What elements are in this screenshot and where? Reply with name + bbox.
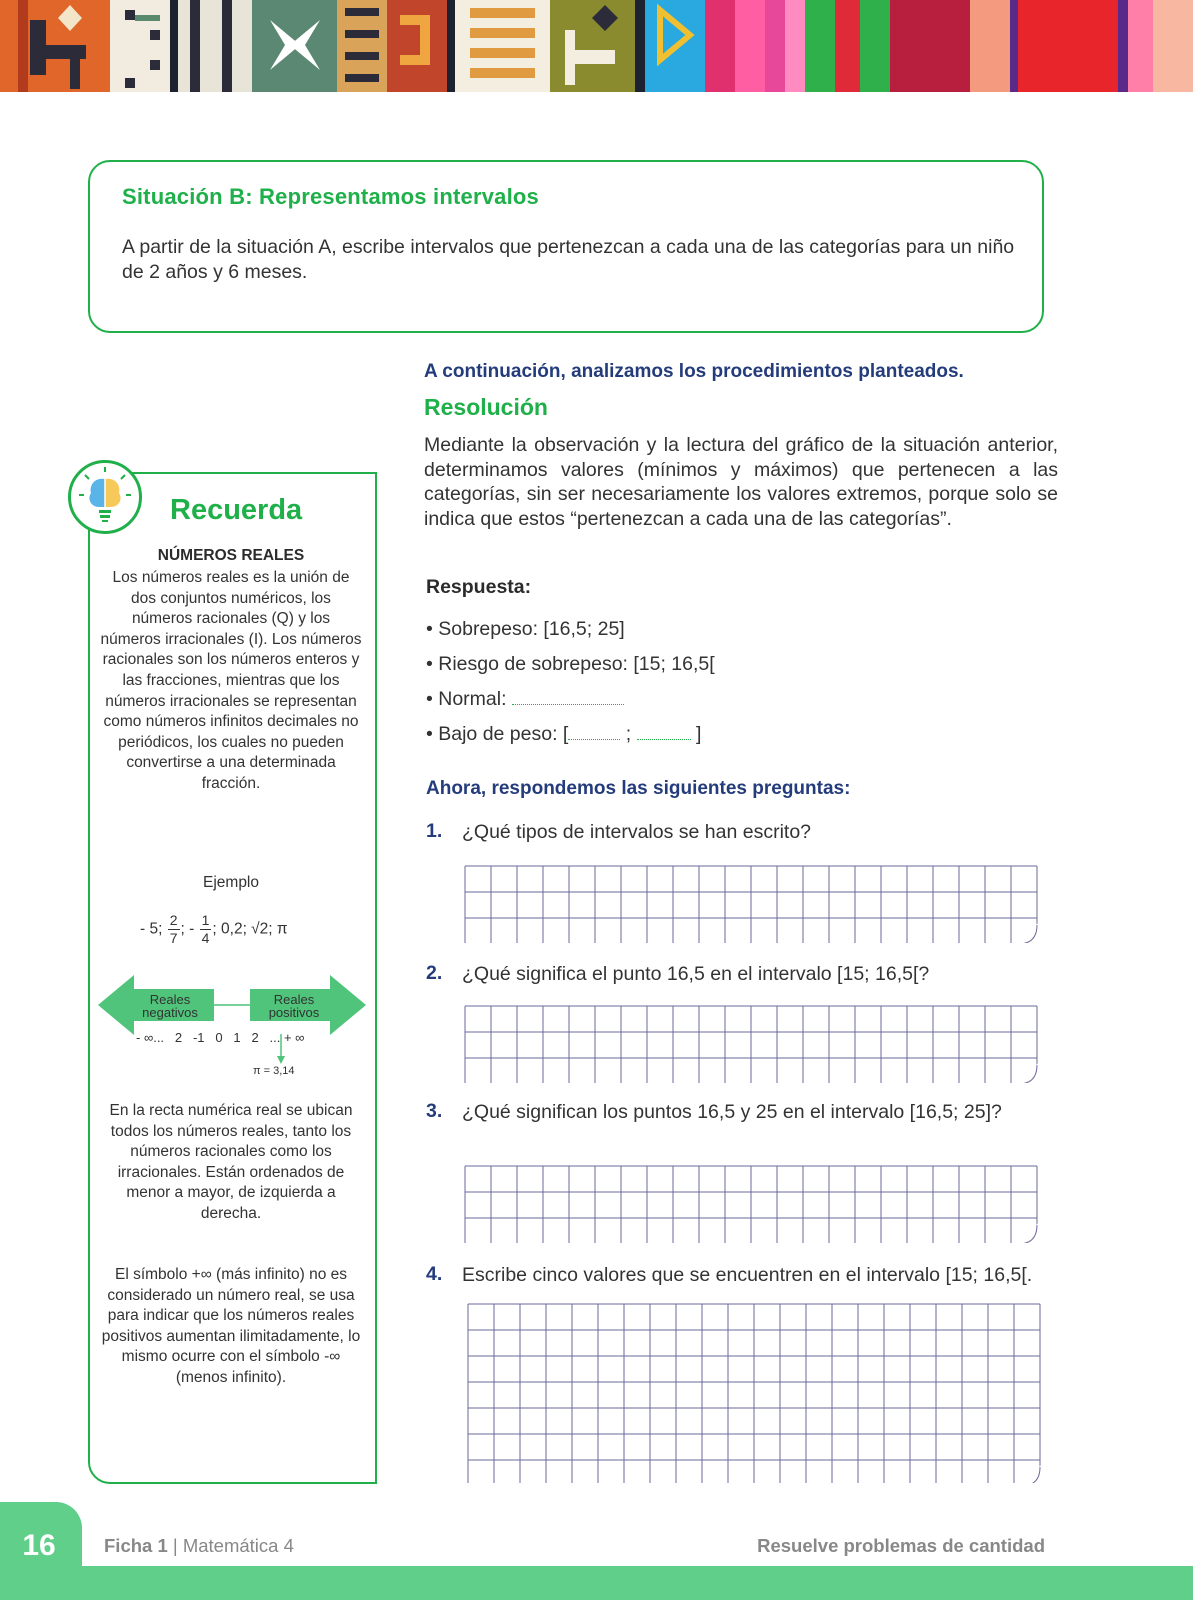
example-part2: ; - <box>180 920 195 938</box>
footer-ficha <box>104 1535 294 1557</box>
footer-competence: Resuelve problemas de cantidad <box>757 1535 1045 1556</box>
fraction-numerator: 1 <box>201 912 210 928</box>
pi-value-label: π = 3,14 <box>253 1065 295 1077</box>
fraction-two-sevenths <box>168 912 180 947</box>
example-numbers <box>140 912 288 947</box>
semicolon: ; <box>625 723 632 745</box>
answer-grid-4[interactable] <box>467 1303 1053 1483</box>
ahora-heading: Ahora, respondemos las siguientes preguntas: <box>426 778 851 799</box>
fraction-denominator: 7 <box>169 930 178 946</box>
question-3-number: 3. <box>426 1100 443 1122</box>
footer-band <box>0 1566 1193 1600</box>
question-2-number: 2. <box>426 962 443 984</box>
question-4-number: 4. <box>426 1263 443 1285</box>
number-line-diagram <box>98 972 366 1072</box>
continuacion-heading: A continuación, analizamos los procedimientos planteados. <box>424 361 964 382</box>
recuerda-recta-text: En la recta numérica real se ubican todos los números reales, tanto los números racionales como los irracionales. Están ordenados de menor a mayor, de izquierda a derecha. <box>109 1102 353 1222</box>
answer-grid-3[interactable] <box>464 1165 1050 1243</box>
example-part1: - 5; <box>140 920 163 938</box>
bajo-peso-max-blank[interactable] <box>637 723 691 740</box>
answer-bajo-peso-label: • Bajo de peso: [ <box>426 723 569 745</box>
question-1-number: 1. <box>426 820 443 842</box>
brain-lightbulb-icon <box>68 460 142 534</box>
question-4-text: Escribe cinco valores que se encuentren en el intervalo [15; 16,5[. <box>462 1264 1033 1286</box>
reales-positivos-label: Reales positivos <box>268 992 320 1020</box>
numeros-reales-heading: NÚMEROS REALES <box>157 547 305 564</box>
situation-b-box <box>88 160 1044 333</box>
respuesta-label: Respuesta: <box>426 576 532 598</box>
example-part3: ; 0,2; √2; π <box>212 920 288 938</box>
woven-pattern-banner <box>0 0 1193 92</box>
recuerda-definition-text: Los números reales es la unión de dos conjuntos numéricos, los números racionales (Q) y los números irracionales (I). Los números racionales son los números enteros y las fracciones, mientras que los números irracionales se representan como números infinitos decimales no periódicos, los cuales no pueden convertirse a una determinada fracción. <box>100 569 362 792</box>
answer-bajo-peso <box>426 723 701 746</box>
resolucion-heading: Resolución <box>424 394 548 420</box>
fraction-numerator: 2 <box>169 912 178 928</box>
fraction-one-quarter <box>200 912 212 947</box>
situation-b-title: Situación B: Representamos intervalos <box>122 184 539 209</box>
answer-normal <box>426 688 624 711</box>
answer-grid-2[interactable] <box>464 1005 1050 1083</box>
situation-b-text: A partir de la situación A, escribe intervalos que pertenezcan a cada una de las categorías para un niño de 2 años y 6 meses. <box>122 236 1015 283</box>
bajo-peso-min-blank[interactable] <box>568 723 620 740</box>
closing-bracket: ] <box>696 723 702 745</box>
subject-label: Matemática 4 <box>182 1535 294 1556</box>
ficha-label: Ficha 1 <box>104 1535 168 1556</box>
normal-blank[interactable] <box>512 688 624 705</box>
recuerda-title: Recuerda <box>170 494 303 526</box>
footer-separator: | <box>167 1535 183 1556</box>
reales-negativos-label: Reales negativos <box>142 992 198 1020</box>
resolucion-text: Mediante la observación y la lectura del gráfico de la situación anterior, determinamos valores (mínimos y máximos) que pertenecen a las categorías, sin ser necesariamente los valores extremos, porque solo se indica que estos “pertenezcan a cada una de las categorías”. <box>424 434 1058 530</box>
ejemplo-label: Ejemplo <box>203 874 259 891</box>
question-1-text: ¿Qué tipos de intervalos se han escrito? <box>462 821 812 843</box>
question-2-text: ¿Qué significa el punto 16,5 en el intervalo [15; 16,5[? <box>462 963 930 985</box>
page-number: 16 <box>22 1529 56 1562</box>
answer-riesgo-sobrepeso: • Riesgo de sobrepeso: [15; 16,5[ <box>426 653 715 675</box>
fraction-denominator: 4 <box>201 930 210 946</box>
answer-sobrepeso: • Sobrepeso: [16,5; 25] <box>426 618 625 640</box>
recuerda-infinito-text: El símbolo +∞ (más infinito) no es considerado un número real, se usa para indicar que los números reales positivos aumentan ilimitadamente, lo mismo ocurre con el símbolo -∞ (menos infinito). <box>101 1266 361 1386</box>
answer-normal-label: • Normal: <box>426 688 507 710</box>
number-line-ticks: - ∞... 2 -1 0 1 2 ... + ∞ <box>136 1030 305 1045</box>
answer-grid-1[interactable] <box>464 865 1050 943</box>
question-3-text: ¿Qué significan los puntos 16,5 y 25 en el intervalo [16,5; 25]? <box>462 1101 1002 1123</box>
